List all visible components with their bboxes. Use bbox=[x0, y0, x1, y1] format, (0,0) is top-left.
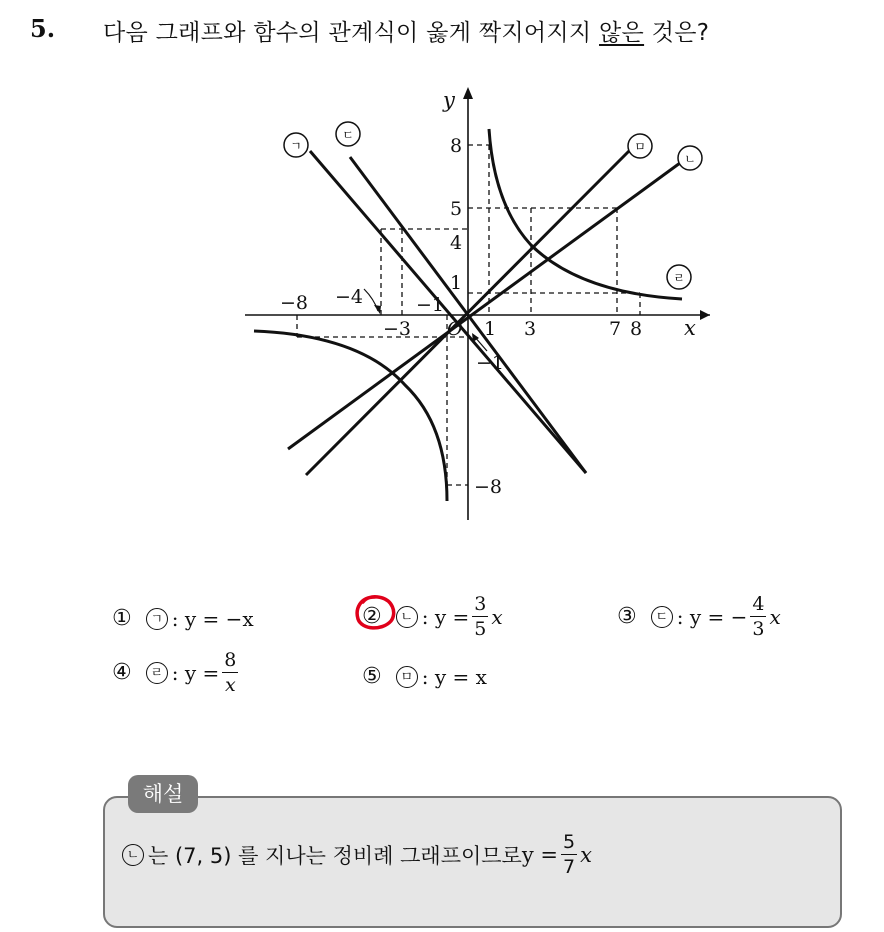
label-digeut bbox=[336, 122, 360, 146]
solution-label: ㄴ bbox=[122, 844, 144, 866]
tick-y-neg1: −1 bbox=[476, 352, 505, 374]
tick-x-neg4: −4 bbox=[335, 286, 364, 308]
red-circle-mark bbox=[352, 593, 398, 633]
y-axis-label: y bbox=[443, 88, 455, 112]
origin-label: O bbox=[447, 318, 463, 340]
label-mieum bbox=[628, 134, 652, 158]
choice-3-number: ③ bbox=[617, 604, 637, 629]
choice-5[interactable] bbox=[362, 664, 487, 689]
solution-eq-post: x bbox=[580, 842, 592, 867]
y-arrow bbox=[463, 87, 473, 99]
question-text-main: 다음 그래프와 함수의 관계식이 옳게 짝지어지지 bbox=[103, 20, 600, 46]
question-text bbox=[103, 14, 709, 47]
tick-y-5: 5 bbox=[450, 198, 463, 220]
guide-1 bbox=[468, 293, 640, 315]
svg-text:ㄷ: ㄷ bbox=[342, 128, 354, 142]
hyperbola-right bbox=[489, 129, 682, 299]
tick-y-1: 1 bbox=[450, 272, 463, 294]
choice-1-equation: : y = −x bbox=[171, 606, 254, 631]
choice-1-number: ① bbox=[112, 606, 132, 631]
label-nieun bbox=[678, 146, 702, 170]
tick-y-8: 8 bbox=[450, 135, 463, 157]
function-graph bbox=[240, 85, 710, 525]
guide-1-8 bbox=[468, 145, 489, 315]
solution-text bbox=[122, 830, 592, 879]
choice-5-number: ⑤ bbox=[362, 664, 382, 689]
solution-sentence: 는 (7, 5) 를 지나는 정비례 그래프이므로 bbox=[148, 843, 522, 868]
choice-3-label: ㄷ bbox=[651, 606, 673, 628]
guide-neg8 bbox=[447, 337, 468, 485]
svg-text:ㄹ: ㄹ bbox=[673, 271, 685, 285]
solution-tag: 해설 bbox=[128, 775, 198, 813]
tick-x-neg8: −8 bbox=[280, 292, 309, 314]
choice-4-fraction: $\frac{8}{x}$ bbox=[224, 649, 237, 696]
question-number: 5. bbox=[30, 14, 56, 43]
hyperbola-left bbox=[254, 331, 447, 501]
svg-text:ㄴ: ㄴ bbox=[684, 152, 696, 166]
choice-4-label: ㄹ bbox=[146, 662, 168, 684]
question-text-end: 것은? bbox=[644, 20, 710, 46]
choice-2-fraction: $\frac{3}{5}$ bbox=[474, 593, 487, 640]
choice-4[interactable] bbox=[112, 648, 241, 697]
tick-x-neg1: −1 bbox=[416, 294, 445, 316]
svg-text:ㄱ: ㄱ bbox=[290, 139, 302, 153]
line-giyeok bbox=[310, 151, 586, 473]
choice-5-label: ㅁ bbox=[396, 666, 418, 688]
lines bbox=[288, 150, 680, 475]
x-arrow bbox=[700, 310, 710, 320]
choice-2-label: ㄴ bbox=[396, 606, 418, 628]
curve-labels bbox=[284, 122, 702, 289]
choice-2-eq-post: x bbox=[491, 604, 503, 629]
choice-4-number: ④ bbox=[112, 660, 132, 685]
tick-x-3: 3 bbox=[524, 318, 537, 340]
choice-4-eq-pre: : y = bbox=[171, 660, 220, 685]
tick-x-7: 7 bbox=[609, 318, 622, 340]
choice-5-equation: : y = x bbox=[421, 664, 487, 689]
question-text-underlined: 않은 bbox=[599, 20, 645, 46]
choice-3-eq-pre: : y = − bbox=[676, 604, 748, 629]
label-rieul bbox=[667, 265, 691, 289]
solution-eq-pre: y = bbox=[521, 842, 558, 867]
tick-x-1: 1 bbox=[484, 318, 497, 340]
choice-2-number: ② bbox=[362, 604, 382, 629]
solution-fraction: $\frac{5}{7}$ bbox=[562, 831, 576, 878]
choice-3-fraction: $\frac{4}{3}$ bbox=[752, 593, 765, 640]
svg-text:ㅁ: ㅁ bbox=[634, 140, 646, 154]
choice-3[interactable] bbox=[617, 592, 781, 641]
tick-y-neg8: −8 bbox=[474, 476, 503, 498]
choice-3-eq-post: x bbox=[769, 604, 781, 629]
x-axis-label: x bbox=[684, 316, 696, 340]
tick-y-4: 4 bbox=[450, 232, 463, 254]
tick-x-neg3: −3 bbox=[383, 318, 412, 340]
tick-x-8: 8 bbox=[630, 318, 643, 340]
label-giyeok bbox=[284, 133, 308, 157]
choice-2-eq-pre: : y = bbox=[421, 604, 470, 629]
choice-1[interactable] bbox=[112, 606, 254, 631]
choice-1-label: ㄱ bbox=[146, 608, 168, 630]
